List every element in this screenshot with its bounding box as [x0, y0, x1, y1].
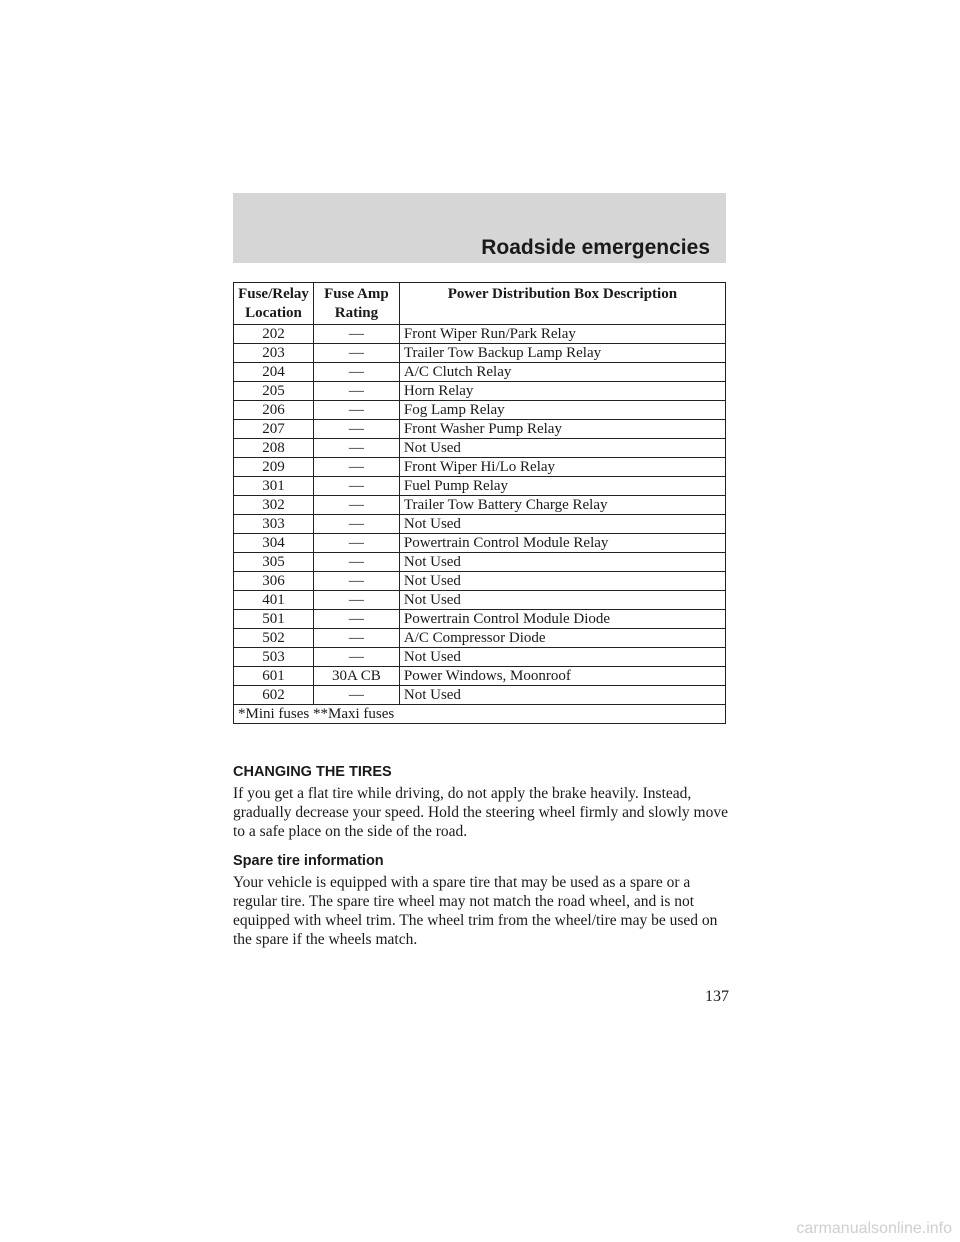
cell-description: Front Washer Pump Relay: [399, 420, 725, 439]
cell-location: 303: [234, 515, 314, 534]
table-row: [234, 686, 726, 705]
cell-amp-rating: —: [313, 344, 399, 363]
cell-amp-rating: —: [313, 325, 399, 344]
cell-location: 602: [234, 686, 314, 705]
cell-amp-rating: —: [313, 686, 399, 705]
cell-amp-rating: —: [313, 591, 399, 610]
header-description: Power Distribution Box Description: [399, 283, 725, 325]
table-row: [234, 363, 726, 382]
table-row: [234, 420, 726, 439]
cell-location: 304: [234, 534, 314, 553]
cell-amp-rating: —: [313, 363, 399, 382]
cell-amp-rating: —: [313, 420, 399, 439]
cell-amp-rating: —: [313, 458, 399, 477]
cell-location: 207: [234, 420, 314, 439]
heading-changing-tires: CHANGING THE TIRES: [233, 764, 392, 780]
cell-description: Trailer Tow Backup Lamp Relay: [399, 344, 725, 363]
cell-description: Not Used: [399, 648, 725, 667]
cell-location: 305: [234, 553, 314, 572]
cell-description: A/C Compressor Diode: [399, 629, 725, 648]
cell-amp-rating: —: [313, 477, 399, 496]
section-title: Roadside emergencies: [481, 236, 710, 259]
cell-description: Trailer Tow Battery Charge Relay: [399, 496, 725, 515]
cell-description: Front Wiper Run/Park Relay: [399, 325, 725, 344]
cell-description: Horn Relay: [399, 382, 725, 401]
table-row: [234, 515, 726, 534]
cell-amp-rating: 30A CB: [313, 667, 399, 686]
cell-description: Front Wiper Hi/Lo Relay: [399, 458, 725, 477]
cell-description: Powertrain Control Module Diode: [399, 610, 725, 629]
cell-description: Not Used: [399, 686, 725, 705]
cell-description: Power Windows, Moonroof: [399, 667, 725, 686]
cell-location: 209: [234, 458, 314, 477]
cell-amp-rating: —: [313, 648, 399, 667]
cell-description: Powertrain Control Module Relay: [399, 534, 725, 553]
cell-location: 204: [234, 363, 314, 382]
cell-description: Not Used: [399, 439, 725, 458]
cell-description: Fog Lamp Relay: [399, 401, 725, 420]
cell-description: Fuel Pump Relay: [399, 477, 725, 496]
table-row: [234, 553, 726, 572]
table-row: [234, 610, 726, 629]
table-row: [234, 667, 726, 686]
cell-location: 501: [234, 610, 314, 629]
cell-amp-rating: —: [313, 382, 399, 401]
cell-description: A/C Clutch Relay: [399, 363, 725, 382]
section-header-band: [233, 193, 726, 263]
table-row: [234, 325, 726, 344]
cell-description: Not Used: [399, 553, 725, 572]
header-amp-rating: Fuse Amp Rating: [313, 283, 399, 325]
cell-description: Not Used: [399, 572, 725, 591]
cell-location: 306: [234, 572, 314, 591]
table-row: [234, 477, 726, 496]
cell-description: Not Used: [399, 515, 725, 534]
cell-location: 202: [234, 325, 314, 344]
body-content: [233, 764, 733, 961]
cell-location: 208: [234, 439, 314, 458]
table-row: [234, 534, 726, 553]
table-row: [234, 401, 726, 420]
table-footnote: *Mini fuses **Maxi fuses: [234, 705, 726, 724]
cell-location: 401: [234, 591, 314, 610]
table-row: [234, 496, 726, 515]
table-row: [234, 458, 726, 477]
cell-amp-rating: —: [313, 439, 399, 458]
table-row: [234, 344, 726, 363]
cell-location: 206: [234, 401, 314, 420]
cell-amp-rating: —: [313, 610, 399, 629]
cell-amp-rating: —: [313, 534, 399, 553]
cell-amp-rating: —: [313, 515, 399, 534]
fuse-table: [233, 282, 726, 724]
table-row: [234, 591, 726, 610]
cell-location: 302: [234, 496, 314, 515]
cell-amp-rating: —: [313, 553, 399, 572]
cell-location: 301: [234, 477, 314, 496]
table-header-row: [234, 283, 726, 325]
table-row: [234, 439, 726, 458]
cell-amp-rating: —: [313, 401, 399, 420]
header-location: Fuse/Relay Location: [234, 283, 314, 325]
cell-location: 205: [234, 382, 314, 401]
cell-amp-rating: —: [313, 629, 399, 648]
cell-amp-rating: —: [313, 572, 399, 591]
table-row: [234, 629, 726, 648]
page-number: 137: [705, 988, 729, 1005]
table-row: [234, 648, 726, 667]
cell-description: Not Used: [399, 591, 725, 610]
cell-amp-rating: —: [313, 496, 399, 515]
table-row: [234, 382, 726, 401]
cell-location: 503: [234, 648, 314, 667]
cell-location: 203: [234, 344, 314, 363]
cell-location: 502: [234, 629, 314, 648]
table-row: [234, 572, 726, 591]
paragraph-spare-tire: Your vehicle is equipped with a spare tire that may be used as a spare or a regular tire. The spare tire wheel may not match the road wheel, and is not equipped with wheel trim. The wheel trim from the wheel/tire may be used on the spare if the wheels match.: [233, 874, 718, 948]
heading-spare-tire: Spare tire information: [233, 853, 384, 869]
paragraph-changing-tires: If you get a flat tire while driving, do not apply the brake heavily. Instead, gradually decrease your speed. Hold the steering wheel firmly and slowly move to a safe place on the side of the road.: [233, 785, 728, 840]
table-footnote-row: [234, 705, 726, 724]
watermark: carmanualsonline.info: [796, 1220, 952, 1237]
cell-location: 601: [234, 667, 314, 686]
